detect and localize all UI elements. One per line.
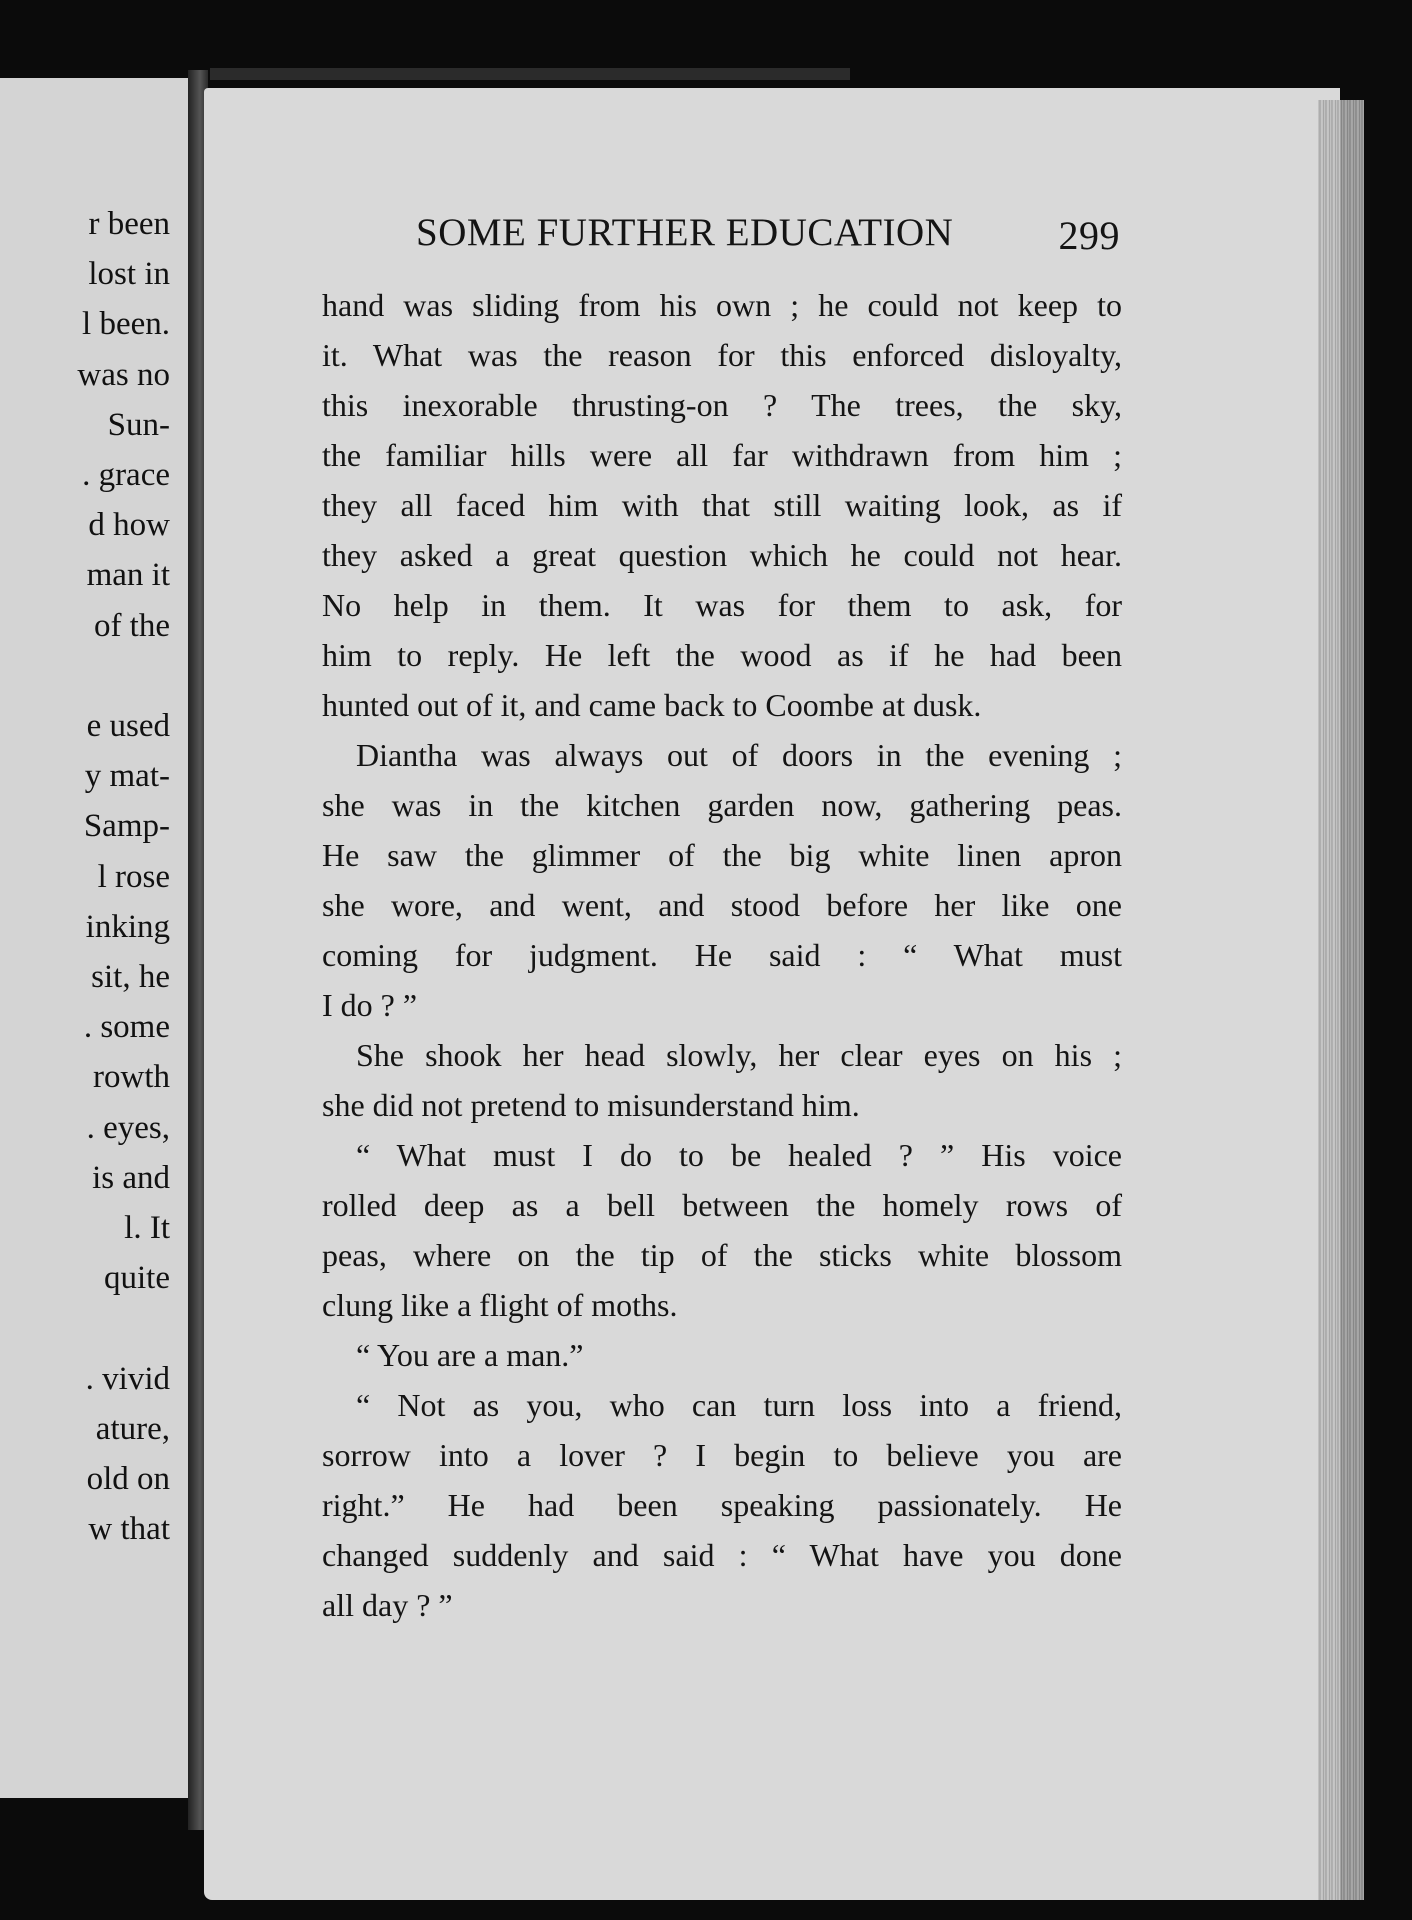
left-page-line: l rose (97, 858, 170, 895)
left-page-line: ature, (95, 1410, 170, 1447)
text-line: clung like a flight of moths. (322, 1287, 678, 1323)
text-line: “ Not as you, who can turn loss into a friend, (356, 1387, 1122, 1423)
left-page-line: rowth (93, 1059, 170, 1096)
text-line: him to reply. He left the wood as if he had been (322, 637, 1122, 673)
text-line: sorrow into a lover ? I begin to believe you are (322, 1437, 1122, 1473)
text-line: all day ? ” (322, 1587, 453, 1623)
left-page-fragment (0, 78, 194, 1798)
left-page-line: d how (88, 507, 170, 544)
text-line: “ What must I do to be healed ? ” His voice (356, 1137, 1122, 1173)
left-page-line: Samp- (83, 808, 170, 845)
left-page-line: . eyes, (86, 1109, 170, 1146)
text-line: rolled deep as a bell between the homely rows of (322, 1187, 1122, 1223)
left-page-line: of the (93, 607, 170, 644)
page-number: 299 (1058, 213, 1120, 258)
text-line: changed suddenly and said : “ What have you done (322, 1537, 1122, 1573)
left-page-line: quite (104, 1260, 170, 1297)
text-line: She shook her head slowly, her clear eyes on his ; (356, 1037, 1122, 1073)
text-line: the familiar hills were all far withdrawn from him ; (322, 437, 1122, 473)
text-line: they all faced him with that still waiting look, as if (322, 487, 1122, 523)
page-edges (1318, 100, 1364, 1900)
text-line: she did not pretend to misunderstand him. (322, 1087, 860, 1123)
text-line: right.” He had been speaking passionately. He (322, 1487, 1122, 1523)
text-line: she was in the kitchen garden now, gathering peas. (322, 787, 1122, 823)
text-line: I do ? ” (322, 987, 418, 1023)
running-head-title: SOME FURTHER EDUCATION (416, 211, 954, 254)
left-page-line: e used (86, 708, 170, 744)
left-page-line: old on (86, 1461, 170, 1497)
left-page-line: was no (77, 356, 170, 393)
text-line: hunted out of it, and came back to Coombe at dusk. (322, 687, 982, 723)
text-line: Diantha was always out of doors in the evening ; (356, 737, 1122, 773)
body-text (322, 280, 1122, 1630)
left-page-line: . grace (82, 457, 170, 493)
text-line: peas, where on the tip of the sticks white blossom (322, 1237, 1122, 1273)
left-page-line: . some (83, 1009, 170, 1046)
left-page-line: r been (88, 206, 170, 242)
text-line: He saw the glimmer of the big white linen apron (322, 837, 1122, 873)
left-page-line: man it (86, 557, 170, 594)
text-line: this inexorable thrusting-on ? The trees, the sky, (322, 387, 1122, 423)
text-line: No help in them. It was for them to ask, for (322, 587, 1122, 623)
text-line: coming for judgment. He said : “ What must (322, 937, 1122, 973)
left-page-line: lost in (88, 256, 170, 293)
text-line: they asked a great question which he could not hear. (322, 537, 1122, 573)
left-page-line: Sun- (107, 406, 170, 443)
text-line: “ You are a man.” (356, 1337, 584, 1373)
left-page-line: is and (92, 1159, 170, 1196)
text-line: hand was sliding from his own ; he could not keep to (322, 287, 1122, 323)
left-page-line: y mat- (84, 758, 170, 795)
left-page-line: . vivid (85, 1360, 170, 1397)
text-line: it. What was the reason for this enforced disloyalty, (322, 337, 1122, 373)
left-page-line: sit, he (91, 959, 170, 995)
left-page-line: inking (85, 908, 170, 945)
left-page-line: l. It (124, 1210, 170, 1246)
text-line: she wore, and went, and stood before her like one (322, 887, 1122, 923)
left-page-line: w that (88, 1511, 170, 1548)
left-page-line: l been. (82, 306, 170, 343)
top-shadow (210, 68, 850, 80)
